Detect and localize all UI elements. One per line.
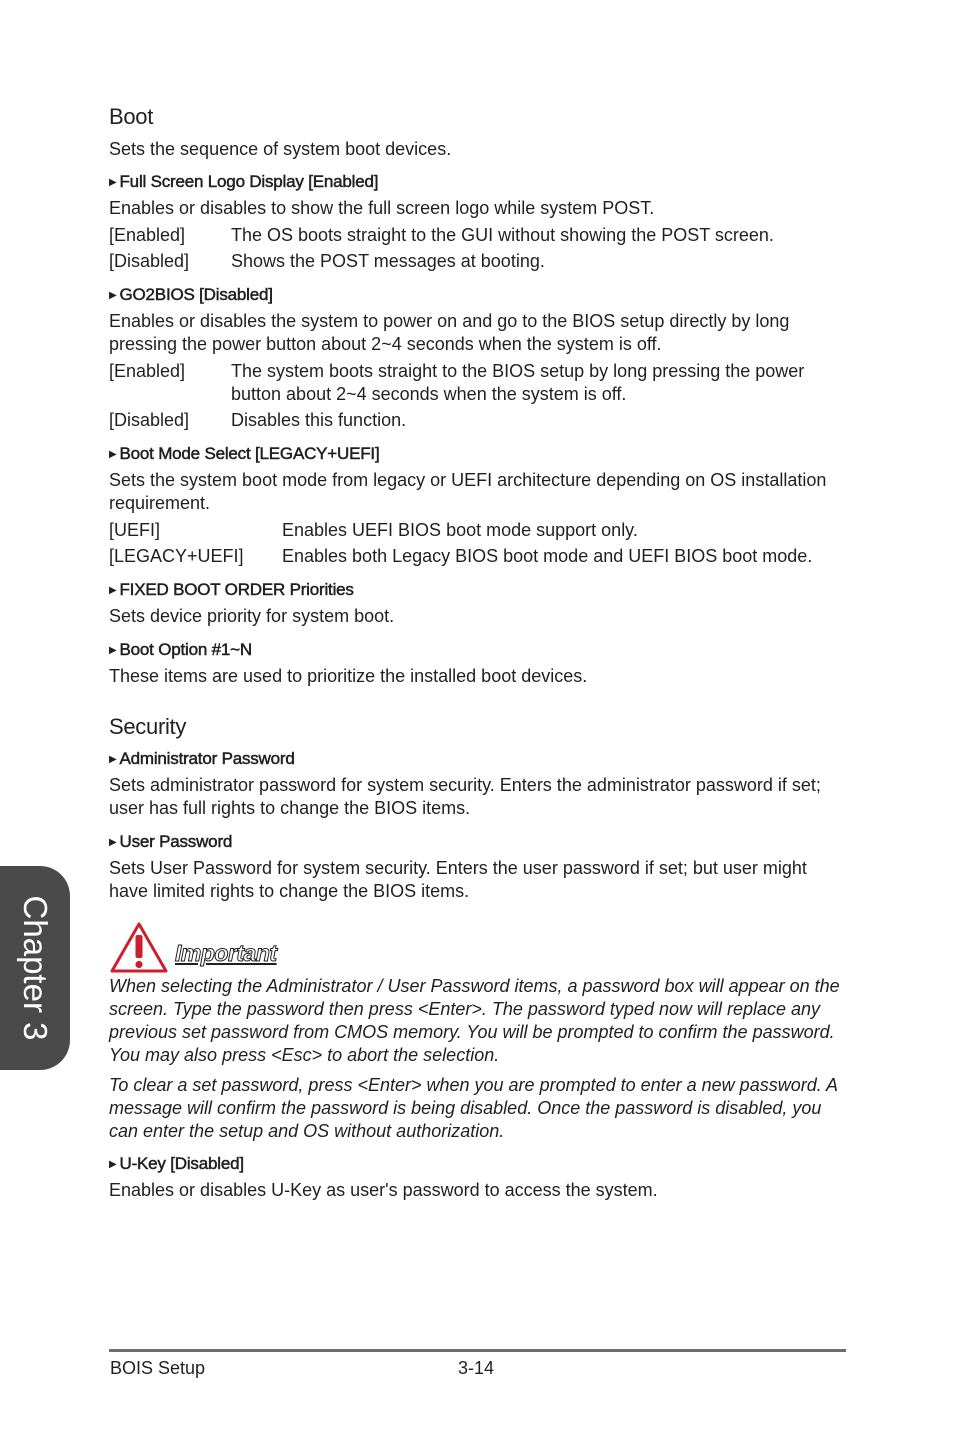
option-key: [Enabled] [109, 361, 186, 381]
item-desc: Sets device priority for system boot. [109, 606, 395, 626]
important-label: Important [175, 940, 277, 966]
item-boot-option [109, 639, 849, 688]
triangle-bullet-icon: ▶ [109, 290, 117, 301]
item-title [109, 284, 849, 307]
footer-divider [109, 1349, 846, 1352]
item-title [109, 1153, 849, 1176]
item-title [109, 443, 849, 466]
item-title-text: GO2BIOS [Disabled] [119, 285, 273, 304]
item-title-text: User Password [119, 832, 233, 851]
option-key: [LEGACY+UEFI] [109, 546, 244, 566]
triangle-bullet-icon: ▶ [109, 754, 117, 765]
item-title-text: Boot Mode Select [LEGACY+UEFI] [119, 444, 380, 463]
boot-heading: Boot [109, 104, 154, 129]
option-row [109, 409, 849, 432]
item-administrator-password [109, 748, 849, 820]
important-header [109, 921, 849, 973]
option-value: The OS boots straight to the GUI without showing the POST screen. [231, 225, 774, 245]
option-key: [Disabled] [109, 251, 190, 271]
chapter-tab-label: Chapter 3 [17, 895, 54, 1041]
item-title [109, 171, 849, 194]
item-title-text: U-Key [Disabled] [119, 1154, 244, 1173]
page-content [109, 104, 849, 1213]
option-key: [Disabled] [109, 410, 190, 430]
boot-intro: Sets the sequence of system boot devices. [109, 139, 452, 159]
item-boot-mode-select [109, 443, 849, 568]
triangle-bullet-icon: ▶ [109, 837, 117, 848]
option-key: [Enabled] [109, 225, 186, 245]
item-desc: Enables or disables to show the full screen logo while system POST. [109, 198, 655, 218]
item-desc: Sets the system boot mode from legacy or UEFI architecture depending on OS installation requirement. [109, 470, 827, 513]
triangle-bullet-icon: ▶ [109, 645, 117, 656]
page-number: 3-14 [458, 1358, 495, 1378]
option-row [109, 545, 849, 568]
triangle-bullet-icon: ▶ [109, 449, 117, 460]
item-desc: Sets administrator password for system security. Enters the administrator password if set; user has full rights to change the BIOS items. [109, 775, 821, 818]
item-fixed-boot-order [109, 579, 849, 628]
item-title-text: Administrator Password [119, 749, 295, 768]
option-value: Shows the POST messages at booting. [231, 251, 545, 271]
option-row [109, 250, 849, 273]
option-row [109, 360, 849, 406]
important-note: When selecting the Administrator / User Password items, a password box will appear on the screen. Type the password then press <Enter>. The password typed now will replace any previous set password from CMOS memory. You will be prompted to confirm the password. You may also press <Esc> to abort the selection. [109, 976, 840, 1065]
option-row [109, 519, 849, 542]
item-title [109, 579, 849, 602]
chapter-tab [0, 866, 70, 1070]
option-value: Enables both Legacy BIOS boot mode and UEFI BIOS boot mode. [282, 546, 813, 566]
item-desc: Enables or disables U-Key as user's password to access the system. [109, 1180, 658, 1200]
triangle-bullet-icon: ▶ [109, 177, 117, 188]
item-desc: Enables or disables the system to power on and go to the BIOS setup directly by long pressing the power button about 2~4 seconds when the system is off. [109, 311, 790, 354]
option-value: Disables this function. [231, 410, 407, 430]
item-title [109, 639, 849, 662]
security-heading: Security [109, 714, 187, 739]
item-title-text: Full Screen Logo Display [Enabled] [119, 172, 379, 191]
item-go2bios [109, 284, 849, 432]
option-key: [UEFI] [109, 520, 161, 540]
triangle-bullet-icon: ▶ [109, 1159, 117, 1170]
important-note: To clear a set password, press <Enter> when you are prompted to enter a new password. A message will confirm the password is being disabled. Once the password is disabled, you can enter the setup and OS without authorization. [109, 1075, 838, 1141]
option-row [109, 224, 849, 247]
option-value: Enables UEFI BIOS boot mode support only. [282, 520, 638, 540]
item-title [109, 748, 849, 771]
item-user-password [109, 831, 849, 903]
item-title-text: FIXED BOOT ORDER Priorities [119, 580, 354, 599]
option-value: The system boots straight to the BIOS setup by long pressing the power button about 2~4 seconds when the system is off. [231, 361, 805, 404]
item-u-key [109, 1153, 849, 1202]
item-full-screen-logo [109, 171, 849, 273]
footer-title: BOIS Setup [110, 1358, 206, 1378]
item-desc: Sets User Password for system security. Enters the user password if set; but user might have limited rights to change the BIOS items. [109, 858, 807, 901]
warning-triangle-icon [109, 921, 169, 973]
triangle-bullet-icon: ▶ [109, 585, 117, 596]
item-title-text: Boot Option #1~N [119, 640, 252, 659]
item-desc: These items are used to prioritize the installed boot devices. [109, 666, 588, 686]
item-title [109, 831, 849, 854]
